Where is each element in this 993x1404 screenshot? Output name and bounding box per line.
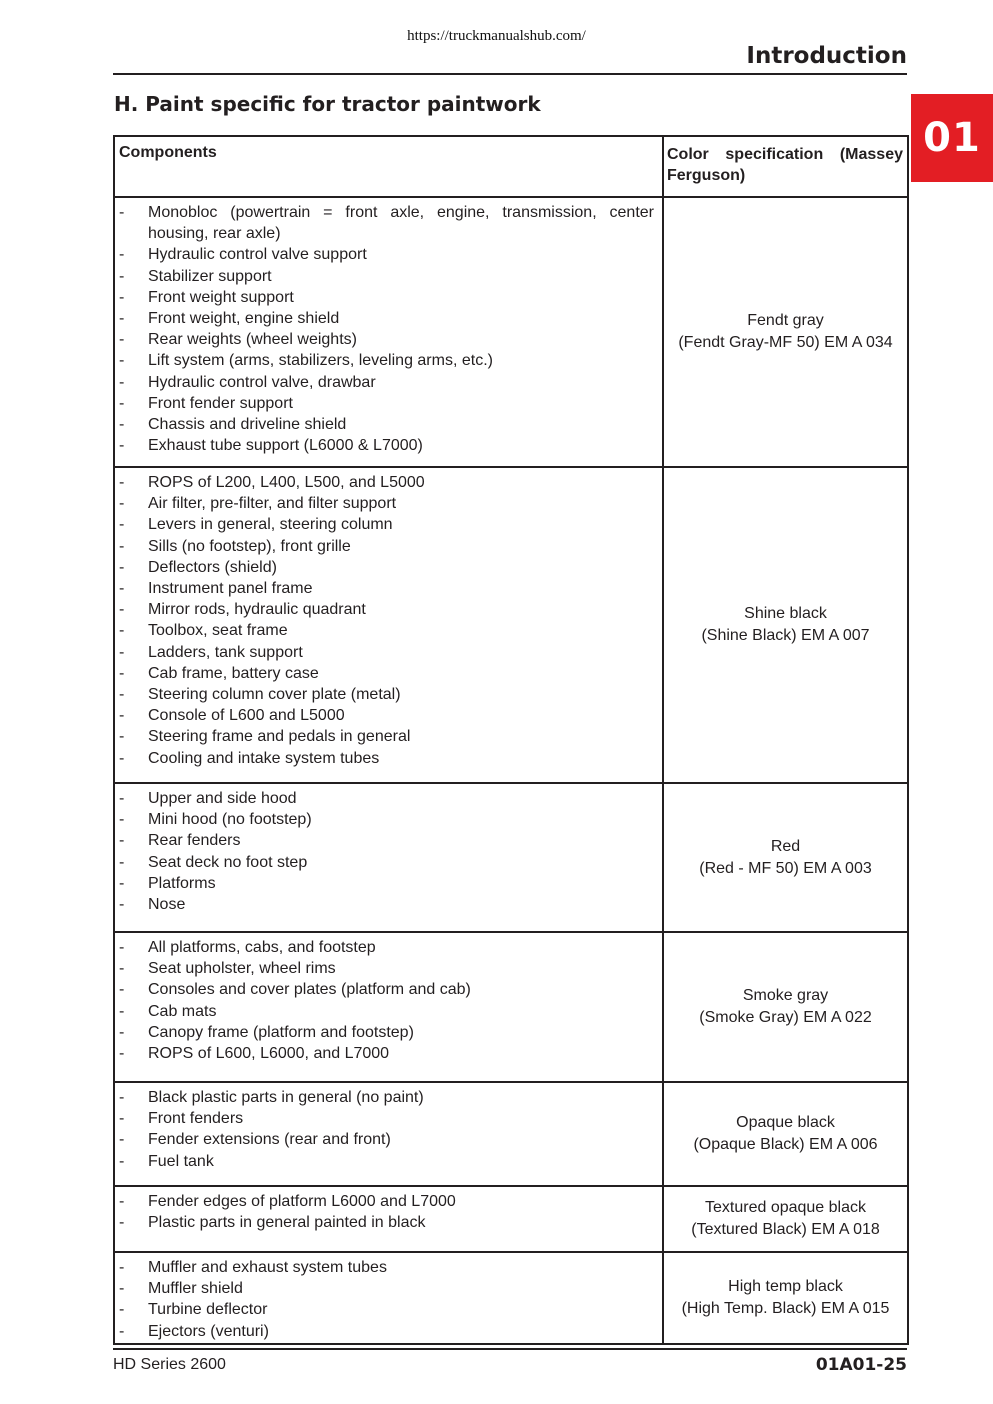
- components-cell: [114, 932, 663, 1082]
- color-name: Smoke gray: [742, 987, 829, 1004]
- component-item: - Ejectors (venturi): [119, 1321, 658, 1342]
- component-item: - Toolbox, seat frame: [119, 620, 658, 641]
- component-item: - Nose: [119, 894, 658, 915]
- component-item: - Upper and side hood: [119, 788, 658, 809]
- component-item: - Seat upholster, wheel rims: [119, 958, 658, 979]
- component-item: - Hydraulic control valve support: [119, 244, 658, 265]
- paint-spec-table: [113, 135, 909, 1345]
- component-item: - Muffler and exhaust system tubes: [119, 1257, 658, 1278]
- component-item: - Exhaust tube support (L6000 & L7000): [119, 435, 658, 456]
- component-item: - Front weight support: [119, 287, 658, 308]
- component-item: - Fender edges of platform L6000 and L7000: [119, 1191, 658, 1212]
- component-item: - Cab frame, battery case: [119, 663, 658, 684]
- table-row: [114, 197, 908, 467]
- component-item: - Cab mats: [119, 1001, 658, 1022]
- component-item: - ROPS of L600, L6000, and L7000: [119, 1043, 658, 1064]
- column-header-color: Color specification (Massey Ferguson): [663, 136, 908, 197]
- color-spec-cell: [663, 1186, 908, 1252]
- color-spec-cell: [663, 783, 908, 932]
- components-cell: [114, 197, 663, 467]
- table-row: [114, 1082, 908, 1186]
- component-item: - Plastic parts in general painted in black: [119, 1212, 658, 1233]
- component-item: - Hydraulic control valve, drawbar: [119, 372, 658, 393]
- component-item: - Front weight, engine shield: [119, 308, 658, 329]
- components-cell: [114, 1186, 663, 1252]
- table-row: [114, 467, 908, 783]
- section-title: Introduction: [746, 43, 907, 69]
- component-item: - Air filter, pre-filter, and filter support: [119, 493, 658, 514]
- color-spec-cell: [663, 932, 908, 1082]
- page-heading: H. Paint specific for tractor paintwork: [114, 92, 541, 116]
- component-item: - Cooling and intake system tubes: [119, 748, 658, 769]
- table-row: [114, 1186, 908, 1252]
- component-item: - Consoles and cover plates (platform and cab): [119, 979, 658, 1000]
- color-name: Shine black: [744, 605, 827, 622]
- color-name: Red: [770, 837, 801, 855]
- component-item: - Ladders, tank support: [119, 642, 658, 663]
- component-item: - Levers in general, steering column: [119, 514, 658, 535]
- color-code: (Red - MF 50) EM A 003: [699, 859, 872, 877]
- component-item: - Black plastic parts in general (no paint): [119, 1087, 658, 1108]
- color-spec-cell: [663, 1082, 908, 1186]
- component-item: - Mirror rods, hydraulic quadrant: [119, 599, 658, 620]
- component-item: - Steering frame and pedals in general: [119, 726, 658, 747]
- color-code: (Smoke Gray) EM A 022: [699, 1009, 872, 1026]
- component-item: - Fender extensions (rear and front): [119, 1129, 658, 1150]
- components-cell: [114, 467, 663, 783]
- component-item: - Muffler shield: [119, 1278, 658, 1299]
- component-item: - Seat deck no foot step: [119, 852, 658, 873]
- component-item: - ROPS of L200, L400, L500, and L5000: [119, 472, 658, 493]
- color-code: (High Temp. Black) EM A 015: [681, 1300, 890, 1317]
- component-item: - Fuel tank: [119, 1151, 658, 1172]
- column-header-components: Components: [114, 136, 663, 197]
- component-item: - Platforms: [119, 873, 658, 894]
- component-item: - Chassis and driveline shield: [119, 414, 658, 435]
- table-row: [114, 783, 908, 932]
- component-item: - Console of L600 and L5000: [119, 705, 658, 726]
- color-code: (Fendt Gray-MF 50) EM A 034: [678, 334, 893, 351]
- component-item: - Monobloc (powertrain = front axle, engine, transmission, center housing, rear axle): [119, 202, 658, 244]
- chapter-tab: 01: [911, 94, 993, 182]
- footer-rule: [113, 1348, 907, 1350]
- component-item: - Lift system (arms, stabilizers, leveling arms, etc.): [119, 350, 658, 371]
- component-item: - Front fenders: [119, 1108, 658, 1129]
- color-spec-cell: [663, 197, 908, 467]
- components-cell: [114, 1252, 663, 1344]
- color-name: Textured opaque black: [705, 1199, 866, 1216]
- source-url: https://truckmanualshub.com/: [407, 28, 586, 44]
- color-spec-cell: [663, 1252, 908, 1344]
- color-spec-cell: [663, 467, 908, 783]
- component-item: - Front fender support: [119, 393, 658, 414]
- header-rule: [113, 73, 907, 75]
- footer-series: HD Series 2600: [113, 1356, 226, 1373]
- color-code: (Textured Black) EM A 018: [691, 1221, 880, 1238]
- color-name: Opaque black: [736, 1114, 835, 1131]
- component-item: - Canopy frame (platform and footstep): [119, 1022, 658, 1043]
- color-name: High temp black: [728, 1278, 843, 1295]
- table-row: [114, 932, 908, 1082]
- components-cell: [114, 783, 663, 932]
- footer-page-number: 01A01-25: [815, 1355, 907, 1375]
- component-item: - Instrument panel frame: [119, 578, 658, 599]
- component-item: - Mini hood (no footstep): [119, 809, 658, 830]
- component-item: - Rear weights (wheel weights): [119, 329, 658, 350]
- color-code: (Opaque Black) EM A 006: [693, 1136, 878, 1153]
- component-item: - Rear fenders: [119, 830, 658, 851]
- table-row: [114, 1252, 908, 1344]
- component-item: - Stabilizer support: [119, 266, 658, 287]
- color-code: (Shine Black) EM A 007: [701, 627, 870, 644]
- component-item: - All platforms, cabs, and footstep: [119, 937, 658, 958]
- color-name: Fendt gray: [747, 312, 824, 329]
- component-item: - Steering column cover plate (metal): [119, 684, 658, 705]
- component-item: - Turbine deflector: [119, 1299, 658, 1320]
- component-item: - Deflectors (shield): [119, 557, 658, 578]
- component-item: - Sills (no footstep), front grille: [119, 536, 658, 557]
- components-cell: [114, 1082, 663, 1186]
- table-header-row: [114, 136, 908, 197]
